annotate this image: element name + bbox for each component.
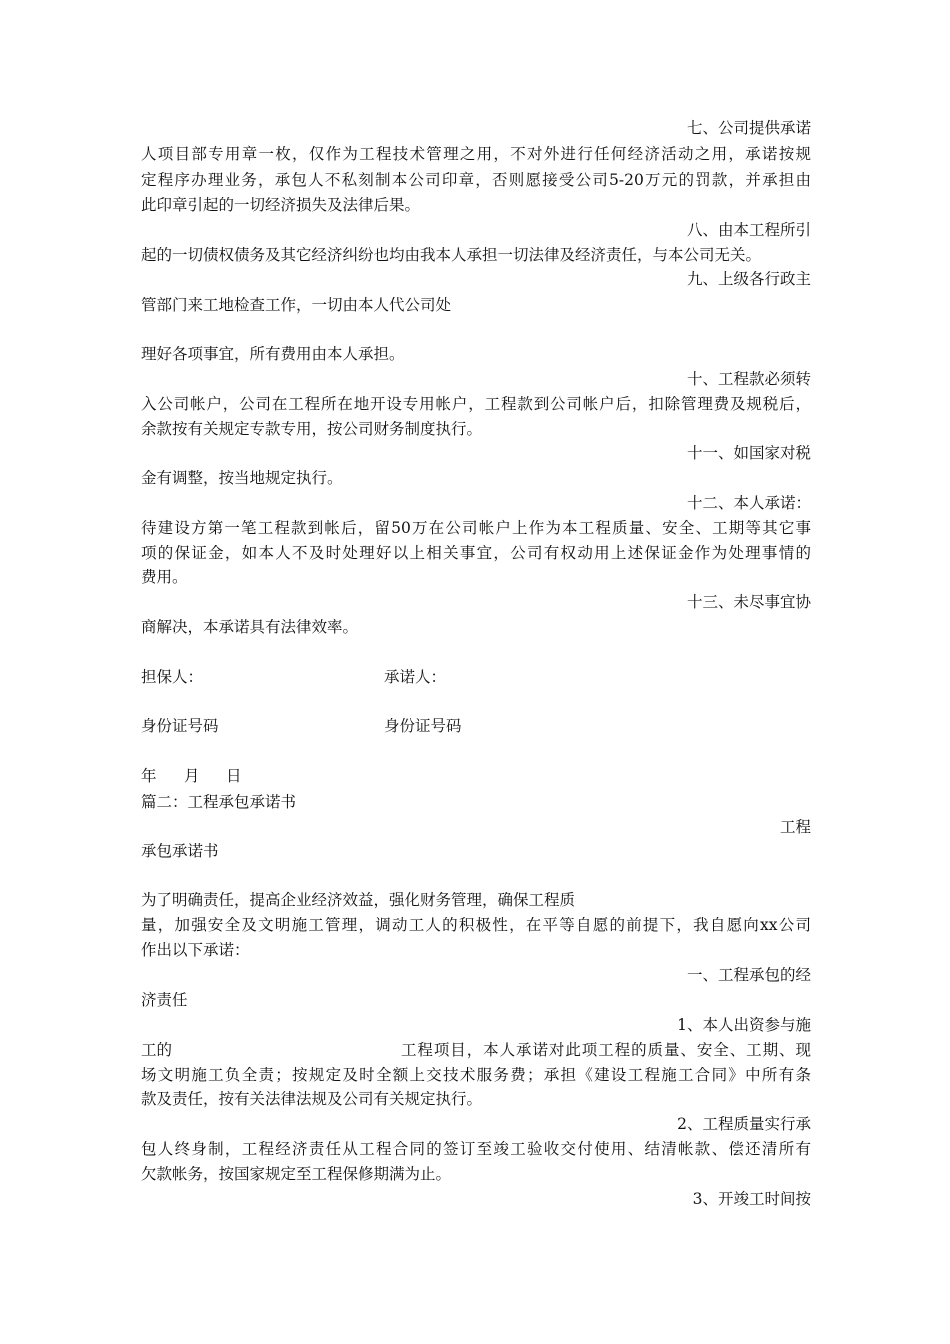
promisor-label: 承诺人： [384, 668, 447, 686]
paragraph-line: 场文明施工负全责；按规定及时全额上交技术服务费；承担《建设工程施工合同》中所有条 [141, 1066, 811, 1084]
paragraph-line: 定程序办理业务，承包人不私刻制本公司印章，否则愿接受公司5-20万元的罚款，并承担由 [141, 171, 811, 189]
paragraph-line: 待建设方第一笔工程款到帐后，留50万在公司帐户上作为本工程质量、安全、工期等其它事 [141, 519, 811, 537]
paragraph-line: 项的保证金，如本人不及时处理好以上相关事宜，公司有权动用上述保证金作为处理事情的 [141, 544, 811, 562]
paragraph-line: 金有调整，按当地规定执行。 [141, 469, 343, 487]
paragraph-line: 入公司帐户，公司在工程所在地开设专用帐户，工程款到公司帐户后，扣除管理费及规税后， [141, 395, 811, 413]
doc-title-part: 承包承诺书 [141, 842, 219, 860]
paragraph-fragment: 工程项目，本人承诺对此项工程的质量、安全、工期、现 [401, 1041, 811, 1059]
paragraph-line: 余款按有关规定专款专用，按公司财务制度执行。 [141, 420, 483, 438]
paragraph-line: 理好各项事宜，所有费用由本人承担。 [141, 345, 405, 363]
paragraph-line: 管部门来工地检查工作，一切由本人代公司处 [141, 296, 452, 314]
paragraph-line: 款及责任，按有关法律法规及公司有关规定执行。 [141, 1090, 483, 1108]
paragraph-line: 包人终身制，工程经济责任从工程合同的签订至竣工验收交付使用、结清帐款、偿还清所有 [141, 1140, 811, 1158]
item-2-heading: 2、工程质量实行承 [677, 1115, 811, 1133]
doc-title-part: 工程 [779, 818, 811, 836]
paragraph-line: 费用。 [141, 568, 188, 586]
paragraph-line: 作出以下承诺： [141, 941, 250, 959]
paragraph-line: 起的一切债权债务及其它经济纠纷也均由我本人承担一切法律及经济责任，与本公司无关。 [141, 246, 762, 264]
section-2-title: 篇二：工程承包承诺书 [141, 793, 297, 811]
paragraph-line: 人项目部专用章一枚，仅作为工程技术管理之用，不对外进行任何经济活动之用，承诺按规 [141, 145, 811, 163]
clause-8-heading: 八、由本工程所引 [686, 221, 811, 239]
item-3-heading: 3、开竣工时间按 [692, 1190, 811, 1208]
date-day: 日 [226, 767, 242, 785]
clause-9-heading: 九、上级各行政主 [686, 270, 811, 288]
clause-11-heading: 十一、如国家对税 [686, 444, 811, 462]
paragraph-fragment: 工的 [141, 1041, 173, 1059]
paragraph-line: 量，加强安全及文明施工管理，调动工人的积极性，在平等自愿的前提下，我自愿向xx公司 [141, 916, 811, 934]
paragraph-line: 商解决，本承诺具有法律效率。 [141, 618, 359, 636]
paragraph-line: 此印章引起的一切经济损失及法律后果。 [141, 196, 421, 214]
date-month: 月 [184, 767, 200, 785]
promisor-id-label: 身份证号码 [384, 717, 462, 735]
item-1-heading: 1、本人出资参与施 [677, 1016, 811, 1034]
guarantor-id-label: 身份证号码 [141, 717, 219, 735]
clause-10-heading: 十、工程款必须转 [686, 370, 811, 388]
clause-12-heading: 十二、本人承诺： [686, 494, 811, 512]
guarantor-label: 担保人： [141, 668, 204, 686]
paragraph-line: 欠款帐务，按国家规定至工程保修期满为止。 [141, 1165, 452, 1183]
date-year: 年 [141, 767, 157, 785]
paragraph-line: 济责任 [141, 991, 188, 1009]
clause-7-heading: 七、公司提供承诺 [686, 119, 811, 137]
paragraph-line: 为了明确责任，提高企业经济效益，强化财务管理，确保工程质 [141, 891, 576, 909]
section-1-heading: 一、工程承包的经 [686, 966, 811, 984]
clause-13-heading: 十三、未尽事宜协 [686, 593, 811, 611]
